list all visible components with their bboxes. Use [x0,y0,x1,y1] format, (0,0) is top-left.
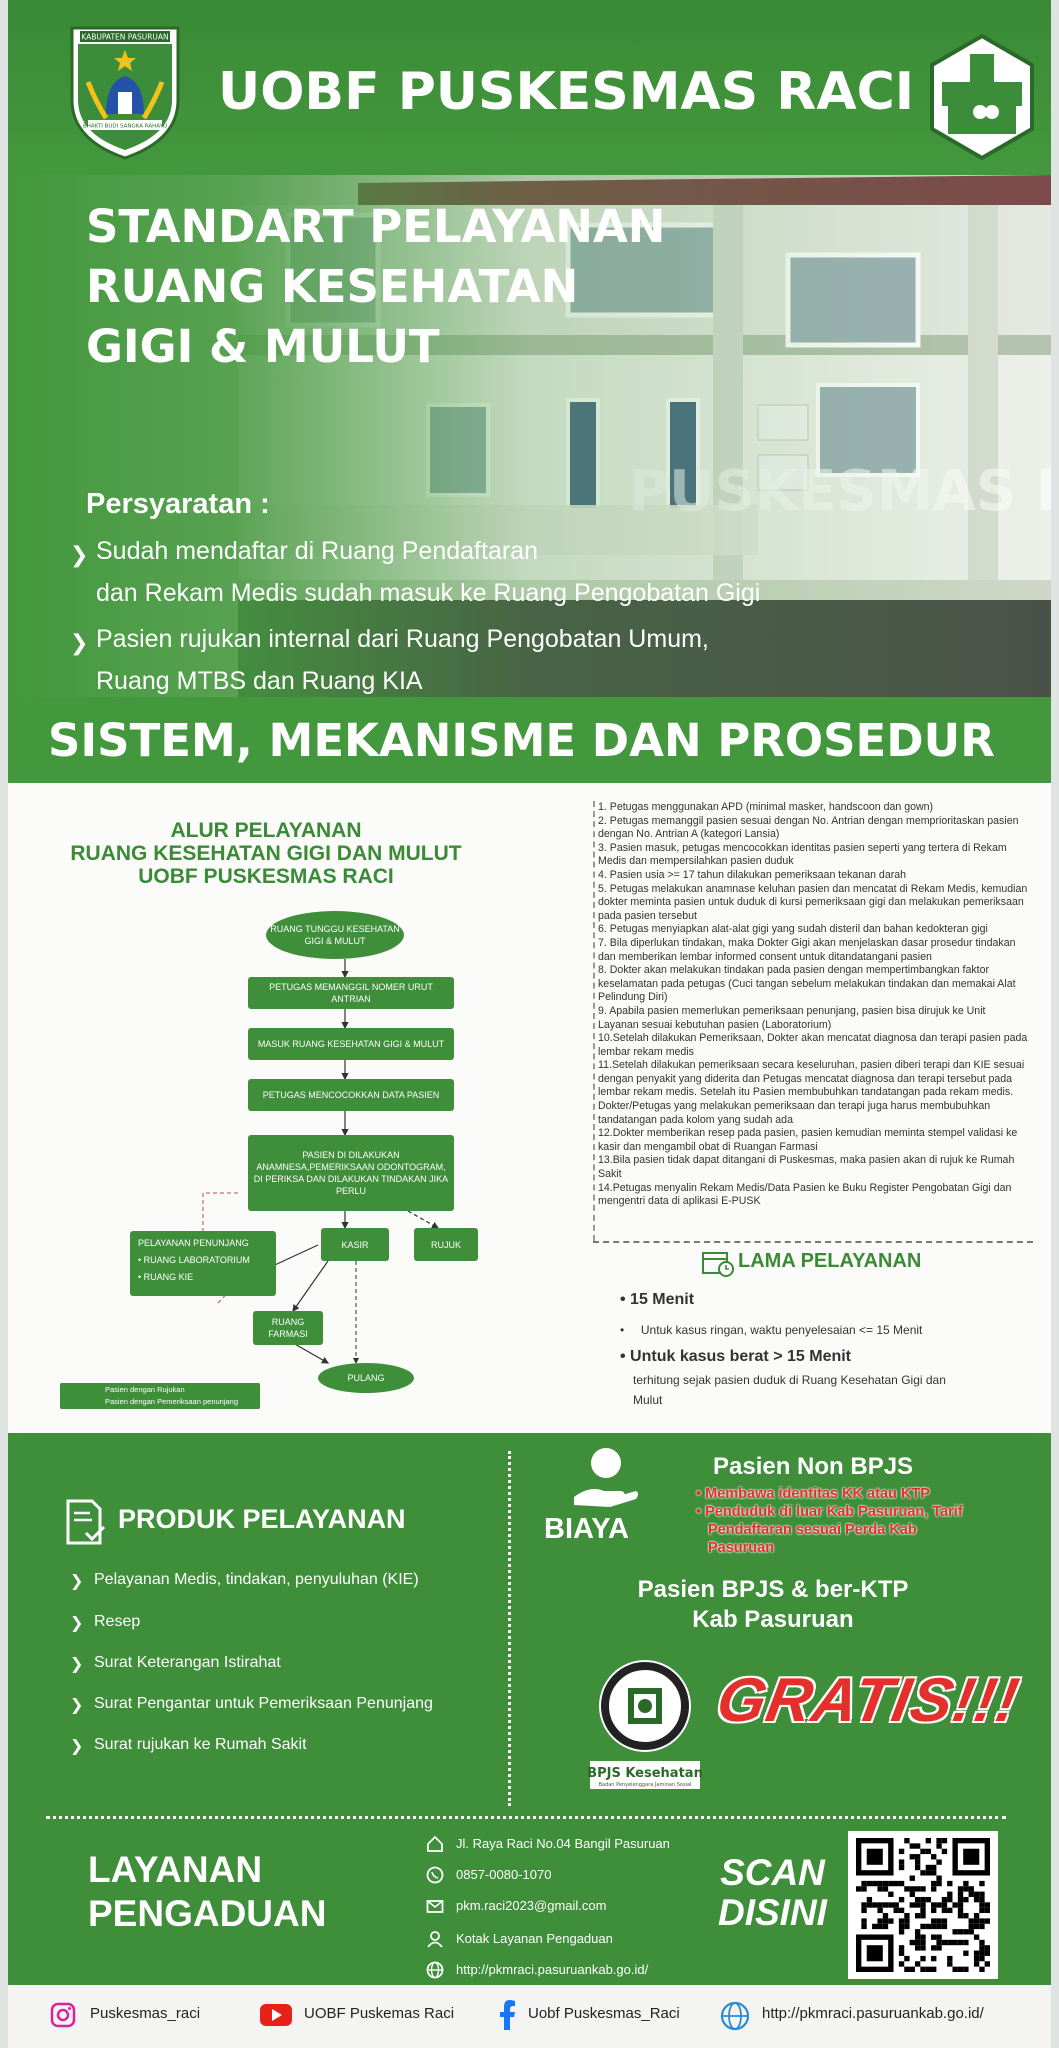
flow-title-line: UOBF PUSKESMAS RACI [138,865,394,888]
qr-code[interactable] [848,1831,998,1979]
calendar-clock-icon [701,1248,735,1278]
hero-title-line: STANDART PELAYANAN [86,200,666,253]
requirement-line: Pasien rujukan internal dari Ruang Pengobatan Umum, [96,625,709,653]
footer-youtube[interactable]: UOBF Puskemas Raci [304,2005,455,2022]
requirement-line: dan Rekam Medis sudah masuk ke Ruang Pengobatan Gigi [96,579,761,607]
flow-node-rujuk: RUJUK [414,1228,478,1261]
procedure-step: 1. Petugas menggunakan APD (minimal masker, handscoon dan gown) [598,801,934,813]
bpjs-title-line: Pasien BPJS & ber-KTP [637,1576,909,1603]
divider [508,1451,511,1806]
section-title: SISTEM, MEKANISME DAN PROSEDUR [48,714,995,767]
procedure-step: 10.Setelah dilakukan Pemeriksaan, Dokter akan mencatat diagnosa dan terapi pasien pada lembar rekam medis [598,1032,1028,1058]
support-title: PELAYANAN PENUNJANG [138,1238,249,1248]
procedure-step: 11.Setelah dilakukan pemeriksaan secara keseluruhan, pasien diberi terapi dan KIE sesuai dengan penyakit yang diderita dan Petugas mencatat diagnosa dan terapi tersebut pada lembar rekam medis. Setelah itu Pasien membubuhkan tandatangan pada rekam medis. Dokter/Petugas yang melakukan pemeriksaan dan terapi juga harus membubuhkan tandatangan pada kolom yang sudah ada [598,1059,1025,1126]
non-bpjs-item: • Penduduk di luar Kab Pasuruan, Tarif [696,1504,963,1520]
flow-node-call: PETUGAS MEMANGGIL NOMER URUT ANTRIAN [248,977,454,1009]
non-bpjs-item: • Membawa identitas KK atau KTP [696,1486,930,1502]
produk-item: ❯ Surat Keterangan Istirahat [70,1654,281,1673]
globe-icon [720,2001,750,2031]
instagram-icon [50,2002,76,2028]
procedure-step: 6. Petugas menyiapkan alat-alat gigi yang sudah disteril dan bahan kedokteran gigi [598,923,988,936]
bullet-chevron-icon: ❯ [70,542,89,567]
footer-facebook[interactable]: Uobf Puskesmas_Raci [528,2005,680,2022]
support-item: • RUANG KIE [138,1272,194,1282]
divider [593,1241,1033,1243]
flow-node-kasir: KASIR [321,1228,389,1261]
lama-note: Mulut [633,1393,663,1407]
bpjs-logo-sub: Badan Penyelenggara Jaminan Sosial [598,1782,692,1788]
pengaduan-title [88,1848,326,1936]
qr-pattern [855,1838,991,1972]
contact-address: Jl. Raya Raci No.04 Bangil Pasuruan [456,1836,670,1851]
non-bpjs-item-cont: Pasuruan [708,1540,775,1556]
header [8,0,1051,175]
flow-title-line: ALUR PELAYANAN [170,819,362,842]
hero-title [86,197,665,377]
bpjs-title-line: Kab Pasuruan [692,1606,854,1633]
seal-text: KABUPATEN PASURUAN [81,32,169,42]
procedure-step: 2. Petugas memanggil pasien sesuai dengan No. Antrian dengan memprioritaskan pasien dengan No. Antrian A (kategori Lansia) [598,814,1019,841]
contact-box: Kotak Layanan Pengaduan [456,1931,613,1946]
email-icon [426,1897,444,1915]
requirement-line: Sudah mendaftar di Ruang Pendaftaran [96,537,538,565]
divider [46,1816,1006,1819]
bpjs-logo-text: BPJS Kesehatan [587,1766,703,1781]
flow-title-line: RUANG KESEHATAN GIGI DAN MULUT [70,842,462,865]
requirements-title: Persyaratan : [86,488,270,520]
person-icon [426,1930,444,1948]
seal-motto: BHAKTI BUDI SANGKA RAHAYU [83,123,167,130]
contact-web[interactable]: http://pkmraci.pasuruankab.go.id/ [456,1962,649,1977]
procedure-step: 13.Bila pasien tidak dapat ditangani di Puskesmas, maka pasien akan di rujuk ke Rumah Sakit [598,1154,1015,1181]
procedure-step: 12.Dokter memberikan resep pada pasien, pasien kemudian meminta stempel validasi ke kasir dan mengambil obat di Ruangan Farmasi [598,1127,1018,1153]
flow-node-farmasi: RUANG FARMASI [253,1311,323,1345]
non-bpjs-item-cont: Pendaftaran sesuai Perda Kab [708,1522,917,1538]
hero-title-line: GIGI & MULUT [86,320,440,373]
flow-node-support [130,1231,276,1296]
flow-node-pulang: PULANG [318,1363,414,1393]
pengaduan-title-line: PENGADUAN [88,1893,327,1934]
legend-item: Pasien dengan Rujukan [105,1385,185,1394]
globe-icon [426,1961,444,1979]
produk-item: ❯ Pelayanan Medis, tindakan, penyuluhan (KIE) [70,1571,419,1590]
hero-section [8,175,1051,697]
home-icon [426,1835,444,1853]
gratis-badge: GRATIS!!! [711,1666,1025,1735]
facebook-icon [498,2000,516,2030]
procedure-section [8,783,1051,1433]
bpjs-logo [586,1651,704,1791]
main-title: UOBF PUSKESMAS RACI [218,62,915,122]
poster [8,0,1051,2048]
lama-item: • Untuk kasus berat > 15 Menit [620,1348,852,1365]
procedure-step: 5. Petugas melakukan anamnase keluhan pasien dan mencatat di Rekam Medis, kemudian dokter meminta pasien untuk duduk di kursi pemeriksaan gigi dan melakukan pemeriksaan pada pasien tersebut [598,882,1028,922]
bullet-chevron-icon: ❯ [70,630,89,655]
procedure-step: 8. Dokter akan melakukan tindakan pada pasien dengan mempertimbangkan faktor keselamatan pada petugas (Cuci tangan sebelum melakukan tindakan dan memakai Alat Pelindung Diri) [598,964,1016,1004]
lama-title: LAMA PELAYANAN [738,1250,922,1272]
non-bpjs-title: Pasien Non BPJS [713,1453,914,1480]
procedure-step: 3. Pasien masuk, petugas mencocokkan identitas pasien seperti yang tertera di Rekam Medis dan mempersilahkan pasien duduk [598,841,1007,868]
legend-item: Pasien dengan Pemeriksaan penunjang [105,1397,239,1406]
produk-item: ❯ Surat rujukan ke Rumah Sakit [70,1736,307,1755]
flow-node-match: PETUGAS MENCOCOKKAN DATA PASIEN [248,1079,454,1111]
flow-node-enter: MASUK RUANG KESEHATAN GIGI & MULUT [248,1028,454,1060]
procedure-step: 7. Bila diperlukan tindakan, maka Dokter Gigi akan menjelaskan dasar prosedur tindakan dan memberikan lembar informed consent untuk ditandatangani pasien [598,936,1016,963]
produk-title: PRODUK PELAYANAN [118,1504,406,1534]
whatsapp-icon [426,1866,444,1884]
youtube-icon [260,2004,292,2026]
flow-node-exam: PASIEN DI DILAKUKAN ANAMNESA,PEMERIKSAAN ODONTOGRAM, DI PERIKSA DAN DILAKUKAN TINDAKAN JIKA PERLU [248,1135,454,1211]
divider [593,801,595,1241]
procedure-step: 4. Pasien usia >= 17 tahun dilakukan pemeriksaan tekanan darah [598,868,907,881]
scan-line: SCAN [720,1852,825,1893]
bpjs-title [568,1575,978,1635]
hand-coin-icon [570,1445,642,1509]
hero-title-line: RUANG KESEHATAN [86,260,579,313]
produk-item: ❯ Resep [70,1613,141,1632]
footer-instagram[interactable]: Puskesmas_raci [90,2005,201,2022]
footer-web[interactable]: http://pkmraci.pasuruankab.go.id/ [762,2005,984,2022]
pengaduan-title-line: LAYANAN [88,1849,263,1890]
flow-node-waiting: RUANG TUNGGU KESEHATAN GIGI & MULUT [266,911,404,959]
produk-item: ❯ Surat Pengantar untuk Pemeriksaan Penunjang [70,1695,433,1714]
footer [8,1985,1051,2048]
contact-phone: 0857-0080-1070 [456,1867,552,1882]
biaya-title: BIAYA [544,1513,629,1545]
contact-email: pkm.raci2023@gmail.com [456,1898,607,1913]
lama-note: • Untuk kasus ringan, waktu penyelesaian <= 15 Menit [620,1323,923,1337]
requirement-line: Ruang MTBS dan Ruang KIA [96,667,423,695]
support-item: • RUANG LABORATORIUM [138,1255,250,1265]
scan-line: DISINI [718,1892,827,1933]
document-check-icon [64,1499,106,1545]
scan-text [718,1853,827,1933]
lama-item: • 15 Menit [620,1291,695,1308]
procedure-step: 9. Apabila pasien memerlukan pemeriksaan penunjang, pasien bisa dirujuk ke Unit Layanan sesuai kebutuhan pasien (Laboratorium) [598,1004,986,1031]
info-section [8,1433,1051,2048]
procedure-steps [598,801,1028,1209]
regency-seal-logo [66,22,184,162]
section-banner [8,697,1051,783]
procedure-step: 14.Petugas menyalin Rekam Medis/Data Pasien ke Buku Register Pengobatan Gigi dan mengentri data di aplikasi E-PUSK [598,1181,1012,1208]
puskesmas-logo [926,32,1038,162]
lama-note: terhitung sejak pasien duduk di Ruang Kesehatan Gigi dan [633,1373,946,1387]
